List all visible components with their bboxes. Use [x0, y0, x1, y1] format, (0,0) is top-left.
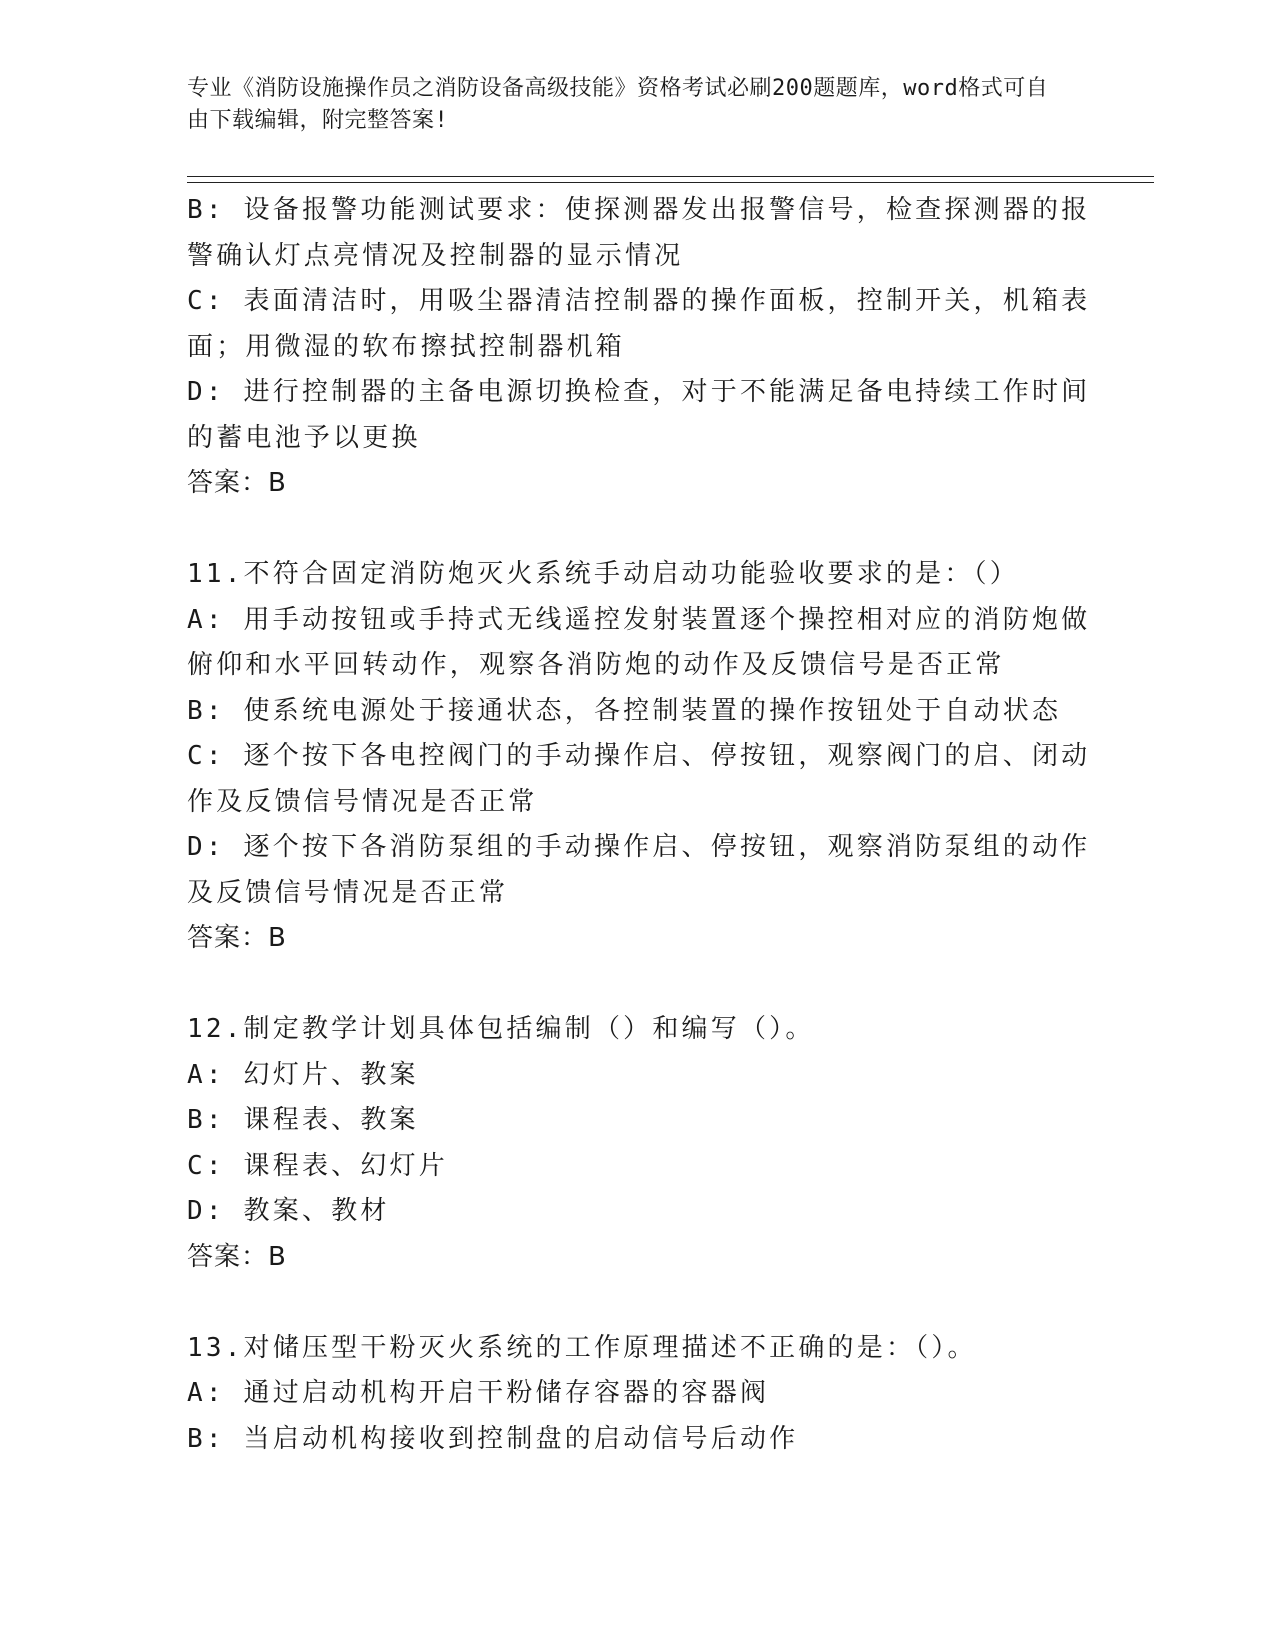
spacer [187, 1280, 1087, 1326]
header-divider-bottom [187, 182, 1154, 183]
question-12 [187, 1007, 1087, 1280]
answer-line: 答案：B [187, 1241, 287, 1272]
option-d-line-1: D: 进行控制器的主备电源切换检查，对于不能满足备电持续工作时间 [187, 377, 1091, 407]
option-c-line-2: 面；用微湿的软布擦拭控制器机箱 [187, 331, 626, 362]
answer-line: 答案：B [187, 923, 287, 953]
question-10-continuation [187, 188, 1091, 507]
option-b-line-2: 警确认灯点亮情况及控制器的显示情况 [187, 240, 684, 271]
option-c-line-1: C: 逐个按下各电控阀门的手动操作启、停按钮，观察阀门的启、闭动 [187, 741, 1091, 771]
option-c-line-1: C: 表面清洁时，用吸尘器清洁控制器的操作面板，控制开关，机箱表 [187, 286, 1091, 316]
question-13 [187, 1326, 1087, 1463]
option-b: B: 课程表、教案 [187, 1105, 419, 1135]
option-d: D: 教案、教材 [187, 1196, 390, 1226]
question-stem: 12.制定教学计划具体包括编制（）和编写（）。 [187, 1014, 815, 1044]
header-divider-top [187, 176, 1154, 177]
option-d-line-2: 及反馈信号情况是否正常 [187, 877, 509, 908]
option-a-line-2: 俯仰和水平回转动作，观察各消防炮的动作及反馈信号是否正常 [187, 650, 1005, 680]
option-b: B: 当启动机构接收到控制盘的启动信号后动作 [187, 1423, 799, 1454]
option-d-line-1: D: 逐个按下各消防泵组的手动操作启、停按钮，观察消防泵组的动作 [187, 832, 1091, 862]
option-b: B: 使系统电源处于接通状态，各控制装置的操作按钮处于自动状态 [187, 695, 1062, 726]
question-content [187, 188, 1091, 1462]
option-a: A: 幻灯片、教案 [187, 1059, 419, 1090]
question-stem: 13.对储压型干粉灭火系统的工作原理描述不正确的是：（）。 [187, 1332, 977, 1363]
option-a-line-1: A: 用手动按钮或手持式无线遥控发射装置逐个操控相对应的消防炮做 [187, 604, 1091, 635]
document-header: 专业《消防设施操作员之消防设备高级技能》资格考试必刷200题题库，word格式可自由下载编辑，附完整答案! [187, 76, 1049, 133]
option-c-line-2: 作及反馈信号情况是否正常 [187, 786, 538, 817]
question-stem: 11.不符合固定消防炮灭火系统手动启动功能验收要求的是：（） [187, 559, 1019, 589]
answer-line: 答案：B [187, 468, 287, 498]
option-d-line-2: 的蓄电池予以更换 [187, 422, 421, 453]
question-11 [187, 552, 1091, 962]
option-c: C: 课程表、幻灯片 [187, 1150, 448, 1181]
option-a: A: 通过启动机构开启干粉储存容器的容器阀 [187, 1378, 770, 1408]
option-b-line-1: B: 设备报警功能测试要求：使探测器发出报警信号，检查探测器的报 [187, 195, 1091, 225]
spacer [187, 962, 1087, 1008]
spacer [187, 507, 1087, 553]
